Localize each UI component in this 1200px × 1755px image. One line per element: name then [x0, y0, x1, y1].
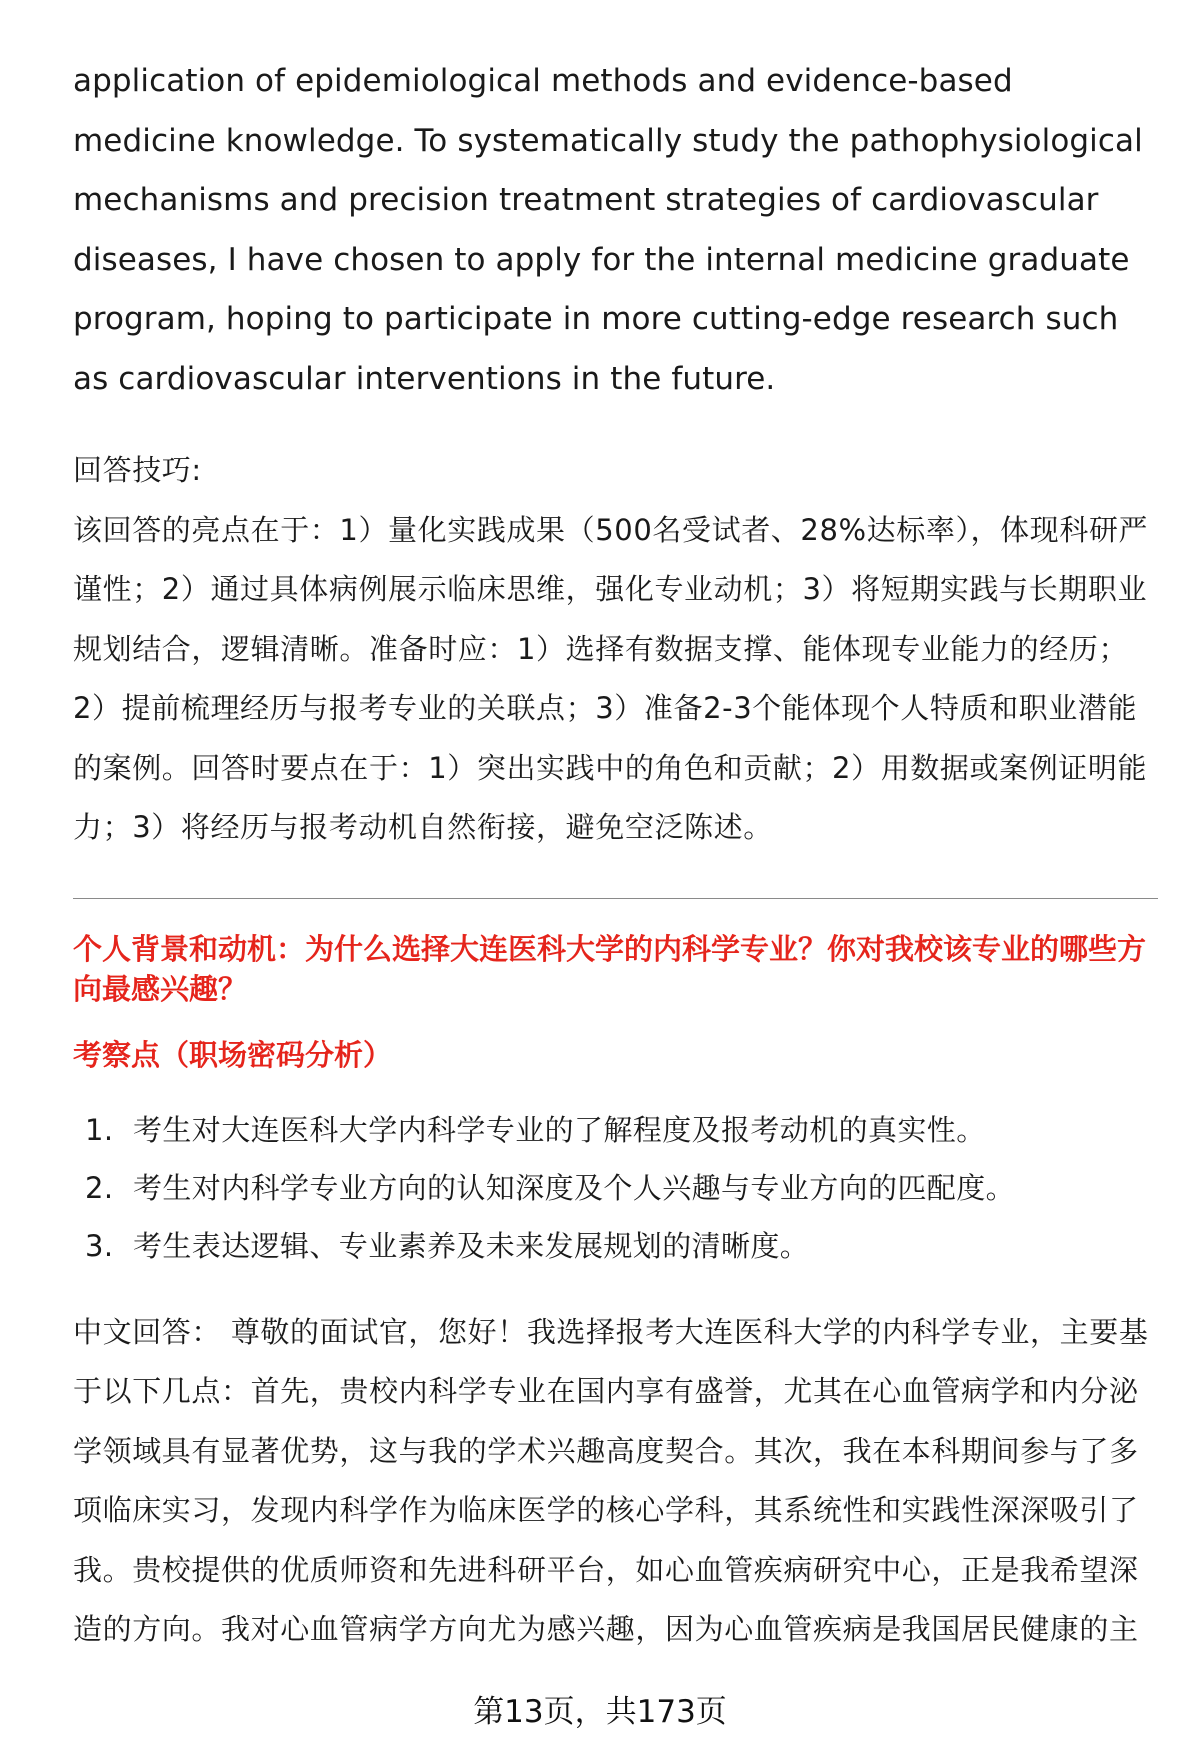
- section-divider: [73, 898, 1158, 899]
- document-page: [73, 52, 1158, 1660]
- list-item: [73, 1101, 1158, 1159]
- question-heading: 个人背景和动机：为什么选择大连医科大学的内科学专业？你对我校该专业的哪些方向最感兴趣？: [73, 931, 1147, 1006]
- tips-title: 回答技巧:: [73, 453, 202, 487]
- chinese-answer-paragraph: 中文回答： 尊敬的面试官，您好！我选择报考大连医科大学的内科学专业，主要基于以下几点：首先，贵校内科学专业在国内享有盛誉，尤其在心血管病学和内分泌学领域具有显著优势，这与我的学术兴趣高度契合。其次，我在本科期间参与了多项临床实习，发现内科学作为临床医学的核心学科，其系统性和实践性深深吸引了我。贵校提供的优质师资和先进科研平台，如心血管疾病研究中心，正是我希望深造的方向。我对心血管病学方向尤为感兴趣，因为心血管疾病是我国居民健康的主: [73, 1314, 1149, 1646]
- tips-body: 该回答的亮点在于：1）量化实践成果（500名受试者、28%达标率），体现科研严谨性；2）通过具体病例展示临床思维，强化专业动机；3）将短期实践与长期职业规划结合，逻辑清晰。准备时应：1）选择有数据支撑、能体现专业能力的经历；2）提前梳理经历与报考专业的关联点；3）准备2-3个能体现个人特质和职业潜能的案例。回答时要点在于：1）突出实践中的角色和贡献；2）用数据或案例证明能力；3）将经历与报考动机自然衔接，避免空泛陈述。: [73, 512, 1149, 844]
- list-item-number: 2.: [85, 1170, 114, 1205]
- list-item: [73, 1159, 1158, 1217]
- list-item-text: 考生对大连医科大学内科学专业的了解程度及报考动机的真实性。: [133, 1112, 986, 1147]
- list-item-number: 3.: [85, 1228, 114, 1263]
- list-item-text: 考生对内科学专业方向的认知深度及个人兴趣与专业方向的匹配度。: [133, 1170, 1016, 1205]
- english-answer-paragraph: application of epidemiological methods and evidence-based medicine knowledge. To systematically study the pathophysiological mechanisms and precision treatment strategies of cardiovascular diseases, I have chosen to apply for the internal medicine graduate program, hoping to participate in more cutting-edge research such as cardiovascular interventions in the future.: [73, 63, 1143, 397]
- list-item-number: 1.: [85, 1112, 114, 1147]
- list-item: [73, 1217, 1158, 1275]
- page-number: 第13页，共173页: [473, 1694, 727, 1730]
- assessment-points-heading: 考察点（职场密码分析）: [73, 1037, 393, 1072]
- assessment-points-list: [73, 1101, 1158, 1275]
- list-item-text: 考生表达逻辑、专业素养及未来发展规划的清晰度。: [133, 1228, 810, 1263]
